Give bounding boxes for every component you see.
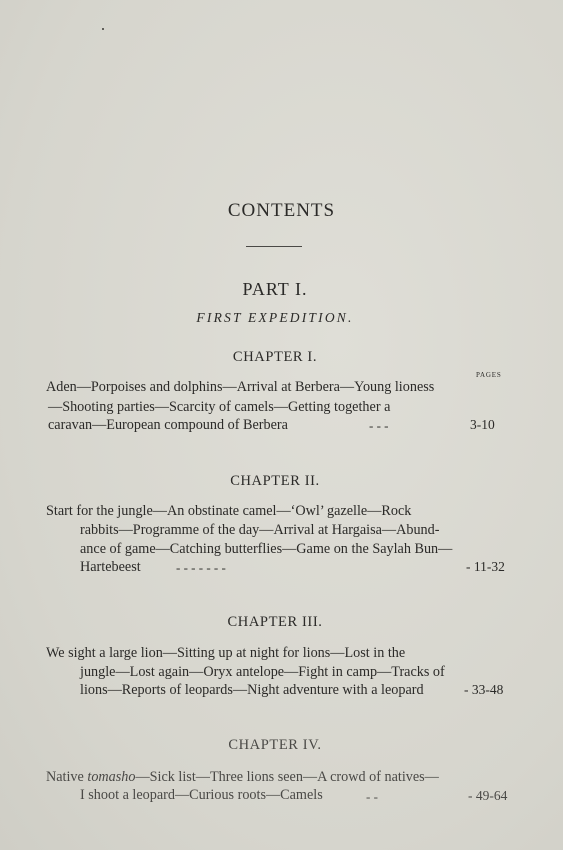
chapter-4-line-1 — [46, 768, 439, 786]
contents-title: CONTENTS — [227, 200, 336, 221]
pages-label: PAGES — [476, 371, 502, 379]
chapter-4-line-1-rest: —Sick list—Three lions seen—A crowd of natives— — [135, 769, 439, 785]
chapter-3-pages: - 33-48 — [464, 682, 504, 697]
chapter-2-leaders: - - - - - - - — [176, 560, 226, 575]
chapter-1-line-1: Aden—Porpoises and dolphins—Arrival at Berbera—Young lioness — [46, 379, 435, 395]
chapter-4-heading: CHAPTER IV. — [228, 737, 322, 753]
page-speck — [102, 28, 104, 30]
chapter-2-line-1: Start for the jungle—An obstinate camel—‘Owl’ gazelle—Rock — [46, 503, 412, 519]
chapter-2-line-2: rabbits—Programme of the day—Arrival at Hargaisa—Abund- — [80, 522, 440, 538]
chapter-4-pages-value: 49-64 — [475, 788, 508, 803]
chapter-2-line-3: ance of game—Catching butterflies—Game on the Saylah Bun— — [80, 541, 453, 557]
chapter-4-leaders: - - — [366, 789, 378, 804]
chapter-1-pages: 3-10 — [470, 417, 495, 432]
chapter-3-heading: CHAPTER III. — [227, 614, 323, 630]
part-title: PART I. — [242, 279, 308, 299]
chapter-1-heading: CHAPTER I. — [232, 349, 318, 365]
chapter-2-pages: - 11-32 — [466, 559, 505, 574]
chapter-4-line-1-italic: tomasho — [87, 769, 136, 785]
chapter-1-line-3: caravan—European compound of Berbera — [48, 417, 288, 433]
chapter-1-leaders: - - - — [369, 418, 389, 433]
chapter-3-line-3: lions—Reports of leopards—Night adventure with a leopard — [80, 682, 424, 698]
chapter-3-line-2: jungle—Lost again—Oryx antelope—Fight in camp—Tracks of — [80, 664, 445, 680]
chapter-2-line-4: Hartebeest — [80, 559, 141, 575]
chapter-3-pages-value: 33-48 — [471, 682, 504, 697]
chapter-1-line-2: —Shooting parties—Scarcity of camels—Getting together a — [48, 399, 391, 415]
chapter-4-line-2: I shoot a leopard—Curious roots—Camels — [80, 787, 323, 803]
chapter-4-line-1-prefix: Native — [46, 769, 88, 785]
title-rule — [246, 246, 302, 247]
chapter-4-pages: - 49-64 — [468, 788, 508, 803]
chapter-3-line-1: We sight a large lion—Sitting up at night for lions—Lost in the — [46, 645, 406, 661]
part-subtitle: FIRST EXPEDITION. — [196, 310, 354, 325]
chapter-2-pages-value: 11-32 — [473, 559, 505, 574]
chapter-2-heading: CHAPTER II. — [230, 473, 320, 489]
